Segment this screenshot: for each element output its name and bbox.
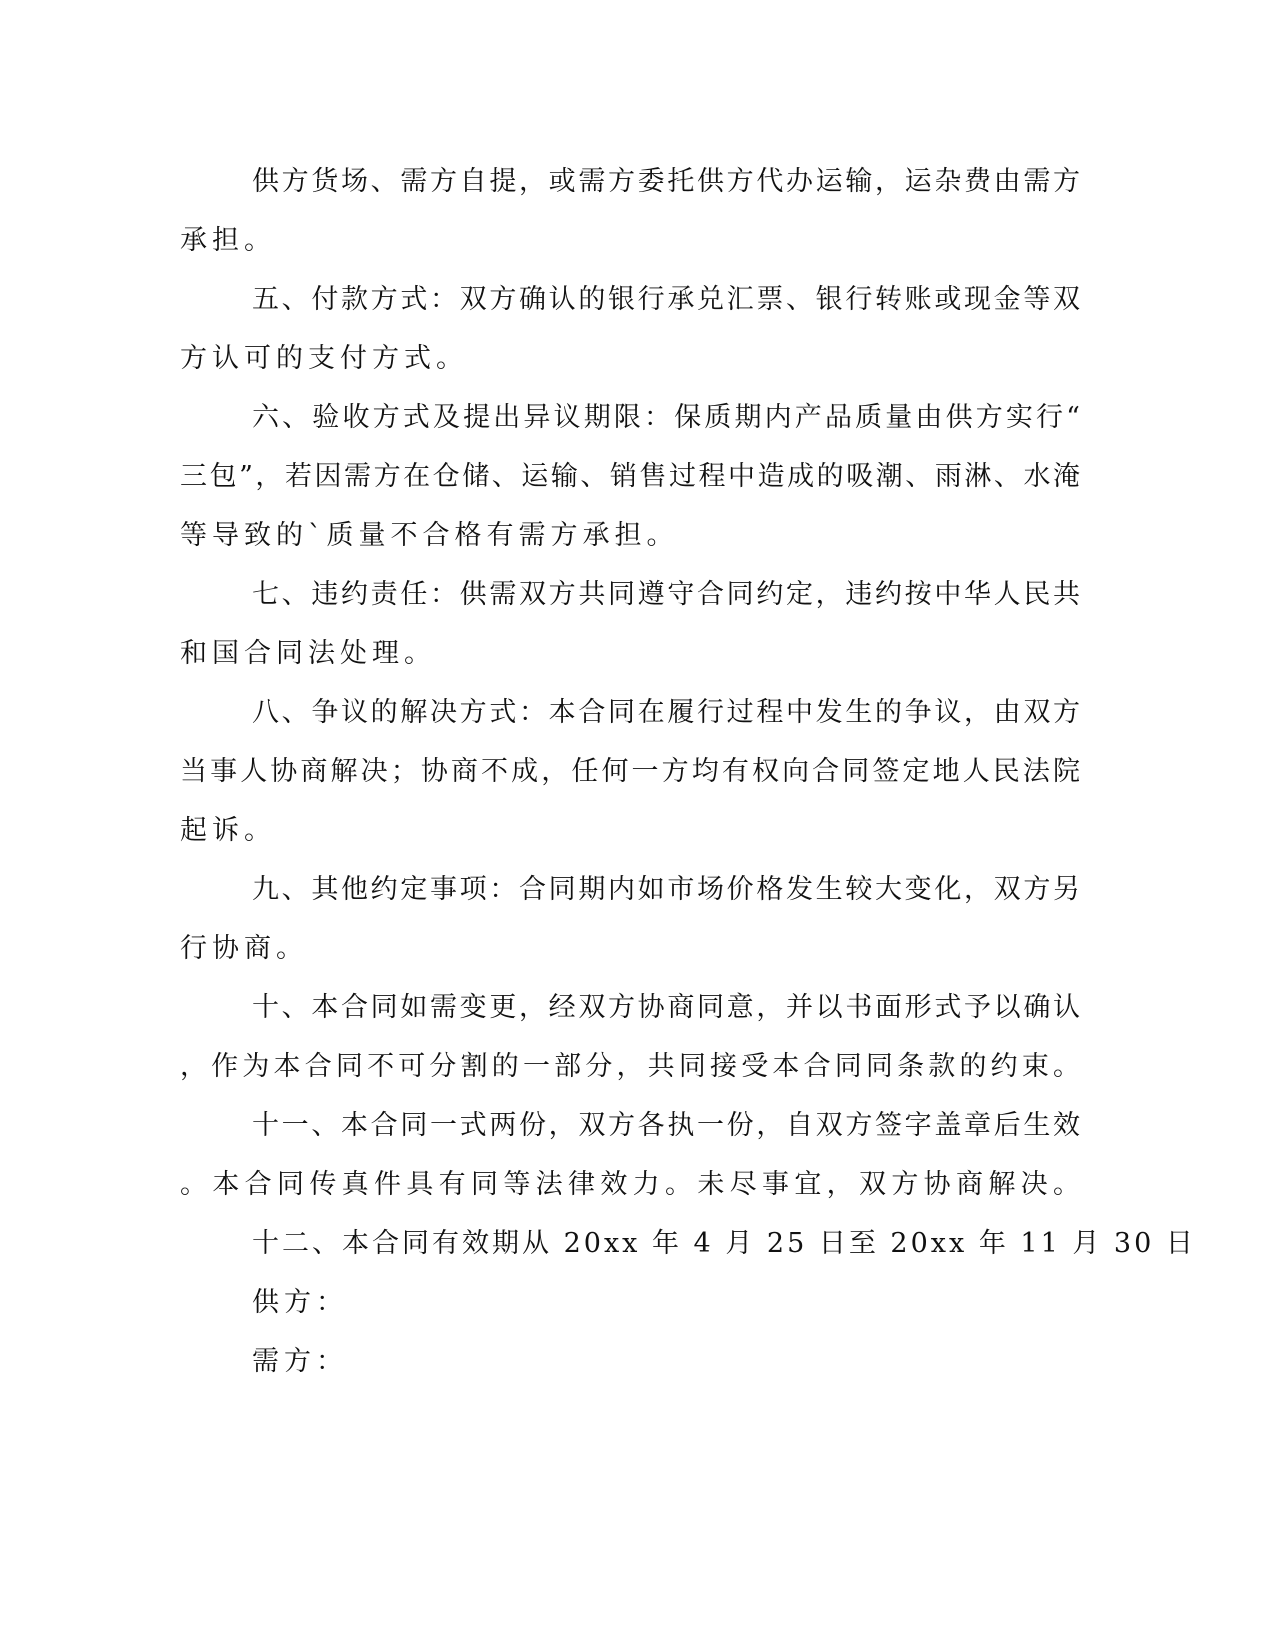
text-line: 等导致的`质量不合格有需方承担。 (180, 520, 679, 551)
text-line: 九、其他约定事项：合同期内如市场价格发生较大变化，双方另 (252, 874, 1080, 905)
text-line: 供方货场、需方自提，或需方委托供方代办运输，运杂费由需方 (252, 166, 1080, 197)
text-line: 五、付款方式：双方确认的银行承兑汇票、银行转账或现金等双 (252, 284, 1080, 315)
text-line: 行协商。 (180, 933, 308, 964)
text-line: 承担。 (180, 225, 276, 256)
text-line: 方认可的支付方式。 (180, 343, 468, 374)
text-line: 十一、本合同一式两份，双方各执一份，自双方签字盖章后生效 (252, 1110, 1080, 1141)
text-line: 起诉。 (180, 815, 276, 846)
text-line: 。本合同传真件具有同等法律效力。未尽事宜，双方协商解决。 (180, 1169, 1080, 1200)
supplier-signature-label: 供方： (252, 1287, 348, 1318)
text-line: 七、违约责任：供需双方共同遵守合同约定，违约按中华人民共 (252, 579, 1080, 610)
text-line: 当事人协商解决；协商不成，任何一方均有权向合同签定地人民法院 (180, 756, 1080, 787)
text-line: 三包”，若因需方在仓储、运输、销售过程中造成的吸潮、雨淋、水淹 (180, 461, 1080, 492)
buyer-signature-label: 需方： (252, 1346, 348, 1377)
text-line: 六、验收方式及提出异议期限：保质期内产品质量由供方实行“ (252, 402, 1080, 433)
text-line: 十、本合同如需变更，经双方协商同意，并以书面形式予以确认 (252, 992, 1080, 1023)
text-line: 十二、本合同有效期从 20xx 年 4 月 25 日至 20xx 年 11 月 30 日 (252, 1228, 1196, 1259)
text-line: 八、争议的解决方式：本合同在履行过程中发生的争议，由双方 (252, 697, 1080, 728)
text-line: 和国合同法处理。 (180, 638, 436, 669)
text-line: ，作为本合同不可分割的一部分，共同接受本合同同条款的约束。 (180, 1051, 1080, 1082)
